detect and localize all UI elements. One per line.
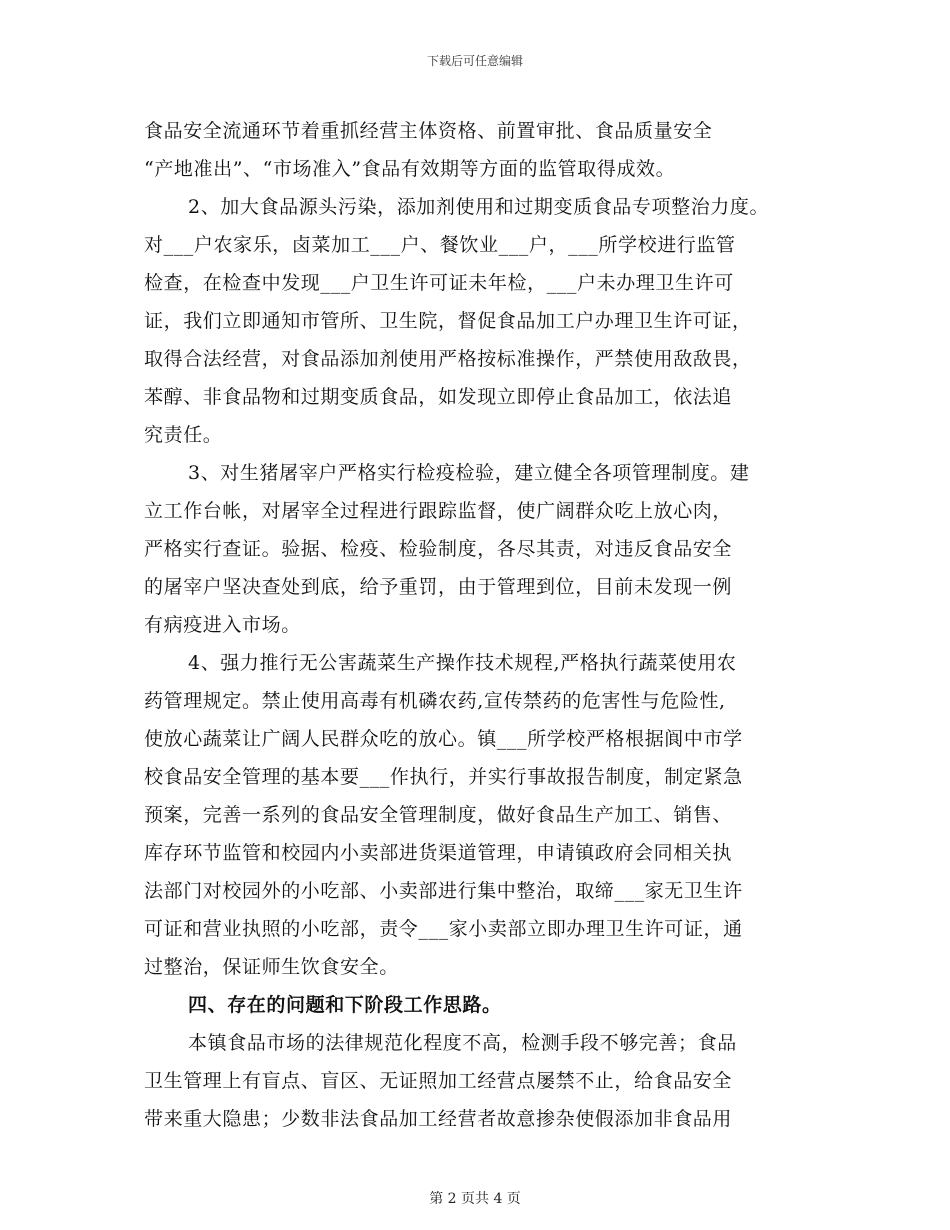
text-line: 带来重大隐患；少数非法食品加工经营者故意掺杂使假添加非食品用 — [144, 1108, 733, 1130]
text-line: 过整治，保证师生饮食安全。 — [144, 956, 399, 978]
text-line: 卫生管理上有盲点、盲区、无证照加工经营点屡禁不止，给食品安全 — [144, 1070, 733, 1092]
text-line: 使放心蔬菜让广阔人民群众吃的放心。镇___所学校严格根据阆中市学 — [144, 728, 743, 750]
text-line: 校食品安全管理的基本要___作执行，并实行事故报告制度，制定紧急 — [144, 766, 743, 788]
text-line: 食品安全流通环节着重抓经营主体资格、前置审批、食品质量安全 — [144, 120, 713, 142]
paragraph-start: 4、强力推行无公害蔬菜生产操作技术规程,严格执行蔬菜使用农 — [188, 652, 737, 674]
text-line: 法部门对校园外的小吃部、小卖部进行集中整治，取缔___家无卫生许 — [144, 880, 743, 902]
text-line: 预案，完善一系列的食品安全管理制度，做好食品生产加工、销售、 — [144, 804, 733, 826]
document-body — [144, 112, 816, 1138]
text-line: 的屠宰户坚决查处到底，给予重罚，由于管理到位，目前未发现一例 — [144, 576, 733, 598]
page-footer: 第 2 页共 4 页 — [429, 1191, 521, 1207]
paragraph-start: 2、加大食品源头污染，添加剂使用和过期变质食品专项整治力度。 — [188, 196, 770, 218]
text-line: 有病疫进入市场。 — [144, 614, 301, 636]
paragraph-start: 3、对生猪屠宰户严格实行检疫检验，建立健全各项管理制度。建 — [188, 462, 750, 484]
section-heading: 四、存在的问题和下阶段工作思路。 — [188, 994, 502, 1016]
text-line: “产地准出”、“市场准入”食品有效期等方面的监管取得成效。 — [144, 158, 676, 180]
page-header: 下载后可任意编辑 — [426, 54, 523, 68]
text-line: 可证和营业执照的小吃部，责令___家小卖部立即办理卫生许可证，通 — [144, 918, 743, 940]
text-line: 证，我们立即通知市管所、卫生院，督促食品加工户办理卫生许可证， — [144, 310, 752, 332]
text-line: 库存环节监管和校园内小卖部进货渠道管理，申请镇政府会同相关执 — [144, 842, 733, 864]
text-line: 严格实行查证。验据、检疫、检验制度，各尽其责，对违反食品安全 — [144, 538, 733, 560]
text-line: 取得合法经营，对食品添加剂使用严格按标准操作，严禁使用敌敌畏， — [144, 348, 752, 370]
text-line: 对___户农家乐，卤菜加工___户、餐饮业___户，___所学校进行监管 — [144, 234, 736, 256]
text-line: 立工作台帐，对屠宰全过程进行跟踪监督，使广阔群众吃上放心肉， — [144, 500, 733, 522]
text-line: 药管理规定。禁止使用高毒有机磷农药,宣传禁药的危害性与危险性, — [144, 690, 726, 712]
text-line: 检查，在检查中发现___户卫生许可证未年检，___户未办理卫生许可 — [144, 272, 734, 294]
text-line: 苯醇、非食品物和过期变质食品，如发现立即停止食品加工，依法追 — [144, 386, 733, 408]
paragraph-start: 本镇食品市场的法律规范化程度不高，检测手段不够完善；食品 — [188, 1032, 737, 1054]
text-line: 究责任。 — [144, 424, 223, 446]
